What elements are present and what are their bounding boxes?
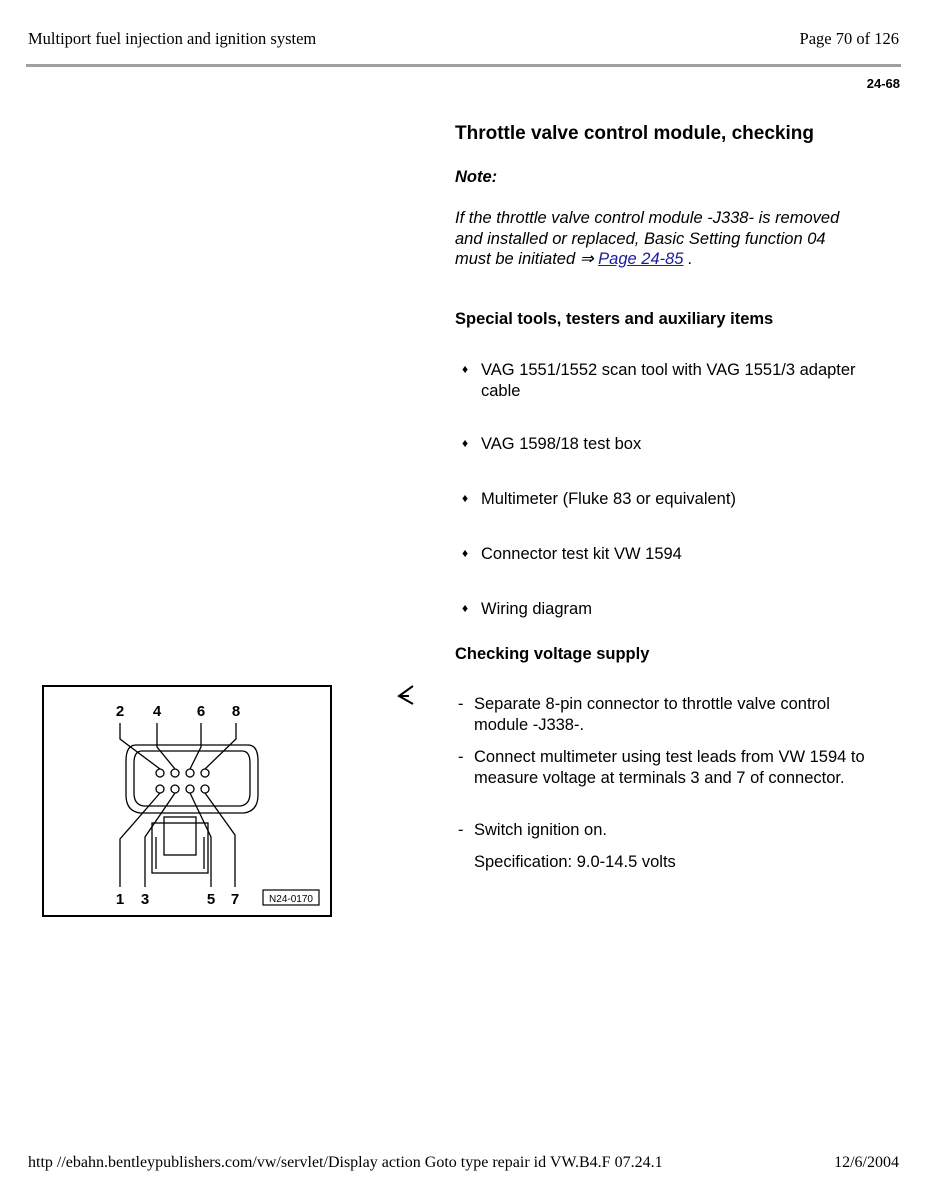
list-item: ♦ Connector test kit VW 1594	[462, 545, 682, 563]
header-rule	[26, 64, 901, 67]
note-label: Note:	[455, 168, 498, 186]
tools-heading: Special tools, testers and auxiliary items	[455, 310, 774, 328]
figure-ref-code: N24-0170	[269, 894, 313, 905]
list-item: ♦ Wiring diagram	[462, 600, 592, 618]
section-title: Throttle valve control module, checking	[455, 123, 814, 144]
header-title: Multiport fuel injection and ignition system	[28, 29, 317, 48]
specification: Specification: 9.0-14.5 volts	[474, 853, 676, 871]
step-item: - Separate 8-pin connector to throttle valve control module -J338-.	[458, 695, 830, 734]
list-item: ♦ VAG 1551/1552 scan tool with VAG 1551/3 adapter cable	[462, 361, 856, 400]
footer-date: 12/6/2004	[834, 1154, 899, 1171]
pin-label-bottom: 1	[115, 891, 125, 908]
header-page-count: Page 70 of 126	[799, 29, 899, 48]
note-text	[455, 208, 855, 270]
step-item: - Switch ignition on.	[458, 821, 607, 839]
connector-diagram	[44, 687, 330, 915]
page-number: 24-68	[866, 76, 900, 91]
pin-label-bottom: 7	[230, 891, 240, 908]
footer	[28, 1154, 899, 1172]
page-link[interactable]: Page 24-85	[598, 250, 684, 268]
checking-heading: Checking voltage supply	[455, 645, 650, 663]
pin-label-top: 2	[115, 703, 125, 720]
diamond-bullet-icon: ♦	[462, 436, 469, 450]
pin-label-top: 6	[196, 703, 206, 720]
pin-label-top: 8	[231, 703, 241, 720]
pin-label-bottom: 3	[140, 891, 150, 908]
note-arrow-icon: ⇒	[579, 250, 594, 268]
note-text-before: If the throttle valve control module -J338- is removed and installed or replaced, Basic Setting function 04 must be initiated	[455, 209, 840, 268]
list-item: ♦ Multimeter (Fluke 83 or equivalent)	[462, 490, 736, 508]
step-item: - Connect multimeter using test leads from VW 1594 to measure voltage at terminals 3 and 7 of connector.	[458, 748, 865, 787]
diamond-bullet-icon: ♦	[462, 362, 469, 376]
note-text-after: .	[683, 250, 693, 268]
diamond-bullet-icon: ♦	[462, 601, 469, 615]
pin-label-top: 4	[152, 703, 162, 720]
diamond-bullet-icon: ♦	[462, 546, 469, 560]
figure-pointer-icon	[397, 684, 415, 706]
pin-label-bottom: 5	[206, 891, 216, 908]
list-item: ♦ VAG 1598/18 test box	[462, 435, 642, 453]
footer-url: http //ebahn.bentleypublishers.com/vw/servlet/Display action Goto type repair id VW.B4.F 07.24.1	[28, 1154, 663, 1171]
diamond-bullet-icon: ♦	[462, 491, 469, 505]
connector-figure	[42, 685, 332, 917]
